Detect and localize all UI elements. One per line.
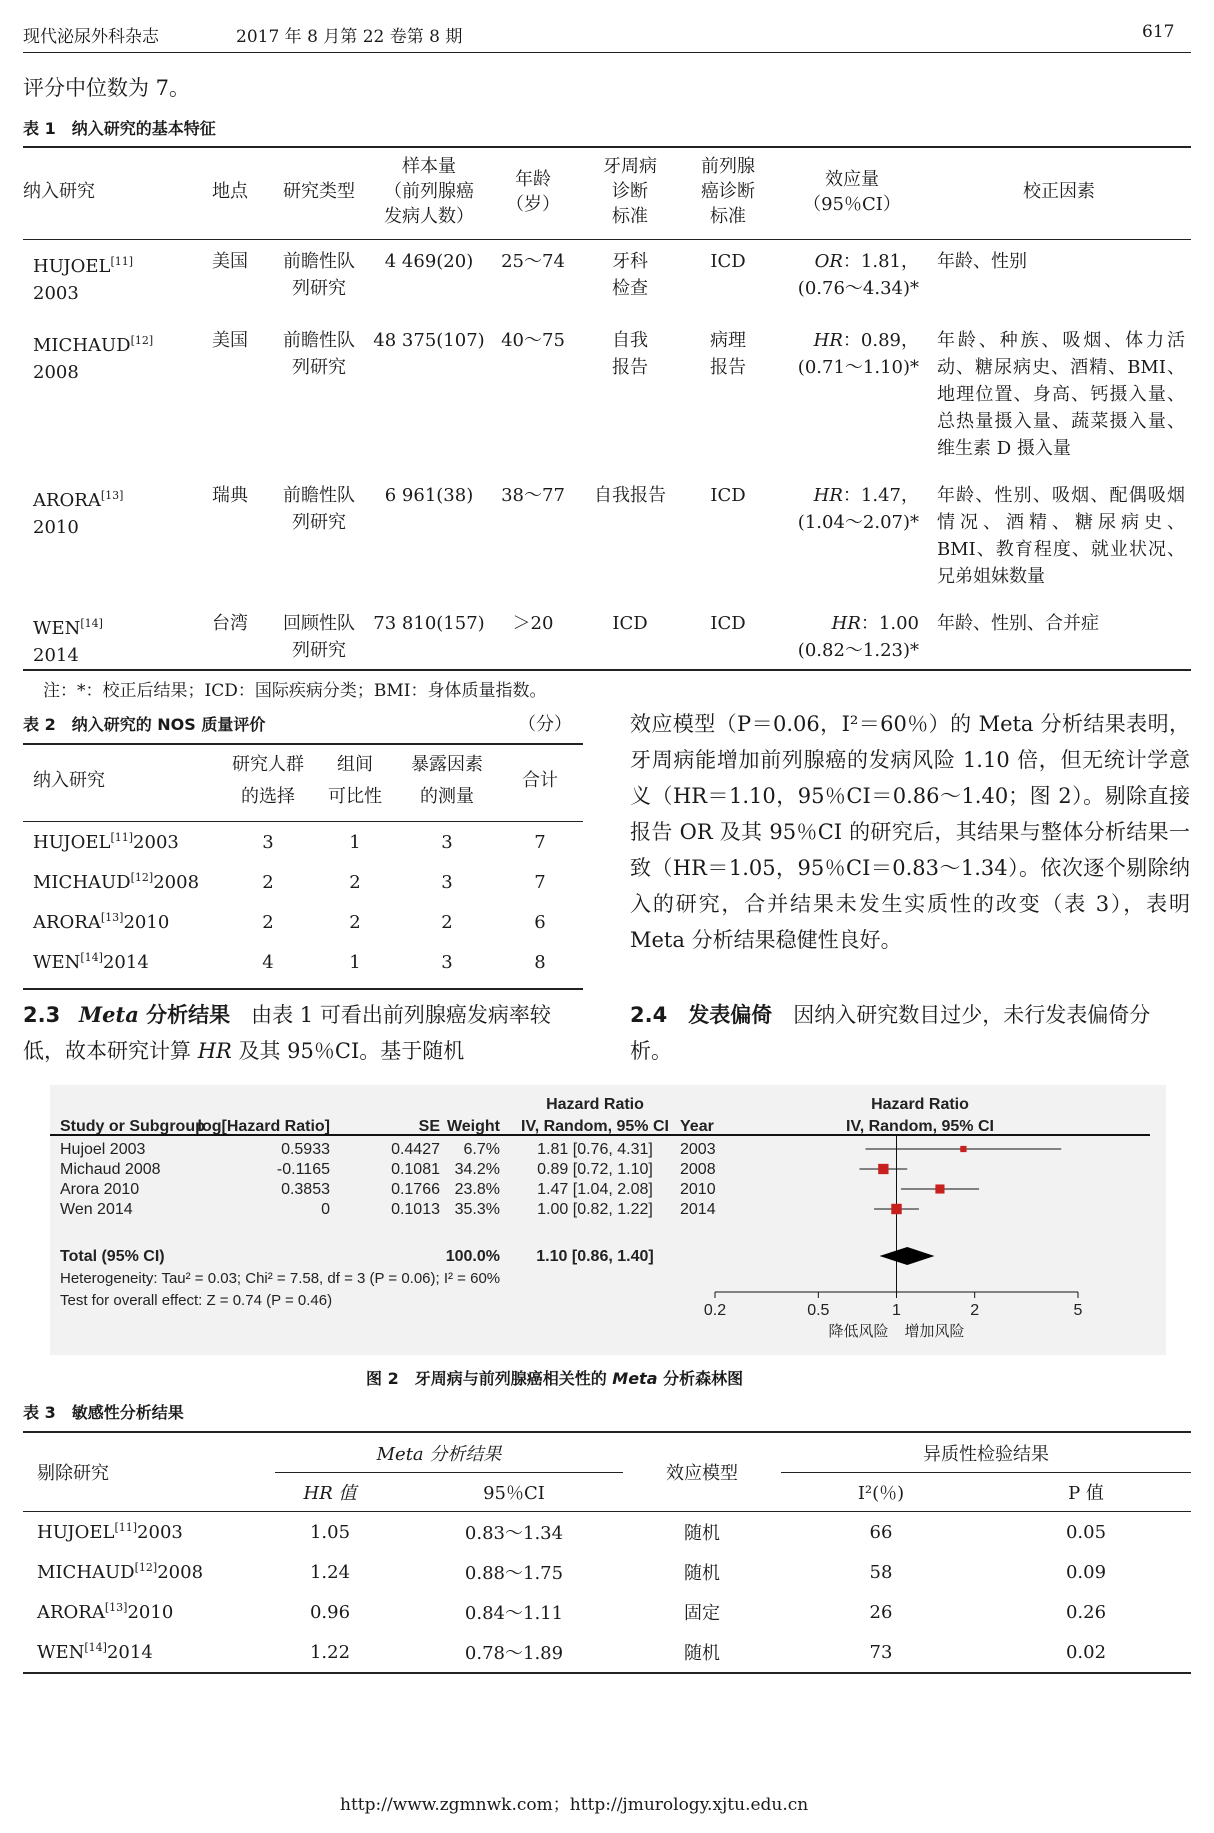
table3-study-cell-ref: [11]: [114, 1521, 138, 1534]
table2-unit: （分）: [518, 714, 572, 735]
table3-col-model: 效应模型: [623, 1433, 781, 1512]
table3-study-year: 2014: [106, 1642, 153, 1663]
forest-total-name: Total (95% CI): [60, 1248, 165, 1265]
table1-header-1: 地点: [195, 146, 265, 240]
table2-score-total: 6: [534, 911, 546, 933]
page-number: 617: [1142, 22, 1175, 42]
forest-study-loghr: 0: [321, 1201, 330, 1218]
table1-row: [23, 319, 1191, 474]
table1-effect-value: ：1.81， (0.76～4.34)*: [797, 251, 919, 299]
forest-total-ci: 1.10 [0.86, 1.40]: [536, 1248, 654, 1265]
table1-place: 瑞典: [212, 485, 248, 506]
forest-total-diamond: [879, 1247, 934, 1265]
table3-p: 0.09: [1065, 1561, 1107, 1583]
table1-place: 美国: [212, 330, 248, 351]
section-2-3-hr: HR: [197, 1039, 232, 1063]
table3-hr: 1.22: [309, 1641, 351, 1663]
forest-x-tick-label: 0.2: [703, 1302, 727, 1319]
table1-row: [23, 474, 1191, 602]
table2-score-c: 2: [441, 911, 453, 933]
table2-score-b: 2: [349, 871, 361, 893]
table2-row: [23, 862, 583, 902]
table1-place: 美国: [212, 251, 248, 272]
table1-note: 注：*：校正后结果；ICD：国际疾病分类；BMI：身体质量指数。: [43, 681, 547, 701]
table3-study-cell-study: MICHAUD: [37, 1562, 135, 1583]
forest-study-se: 0.1013: [391, 1201, 440, 1218]
table2-score-c: 3: [441, 871, 453, 893]
forest-right-header: IV, Random, 95% CI: [846, 1118, 994, 1135]
table2-score-a: 3: [262, 831, 274, 853]
table2-study-cell: [23, 902, 223, 942]
table2-row: [23, 902, 583, 942]
table3-ci: 0.88～1.75: [464, 1563, 564, 1584]
forest-col-header: Year: [680, 1118, 714, 1135]
section-2-3-number: 2.3: [23, 1003, 61, 1027]
table1-perio-criteria: 自我报告: [594, 485, 666, 506]
table1-factors: 年龄、性别、吸烟、配偶吸烟情况、酒精、糖尿病史、BMI、教育程度、就业状况、兄弟姐妹数量: [937, 485, 1185, 587]
forest-x-tick-label: 2: [970, 1302, 980, 1319]
forest-title-left: Hazard Ratio: [546, 1096, 644, 1113]
table3-group-het: [781, 1433, 1191, 1473]
table1-header-6: 前列腺 癌诊断 标准: [679, 146, 777, 240]
forest-study-loghr: 0.3853: [281, 1181, 330, 1198]
section-2-3-text-a: 由表 1 可看出前列腺癌发病率较低，故本研究计算: [23, 1003, 551, 1063]
header-rule: [23, 52, 1191, 53]
table3-model: 随机: [684, 1643, 720, 1664]
forest-study-ci: 1.00 [0.82, 1.22]: [537, 1201, 653, 1218]
table1-effect-label: HR: [813, 485, 843, 506]
table3-i2: 66: [869, 1521, 893, 1543]
table3-model: 随机: [684, 1523, 720, 1544]
table3: [23, 1433, 1191, 1672]
table2-study-cell-ref: [11]: [110, 831, 134, 844]
table3-row: [23, 1592, 1191, 1632]
table3-study-cell-study: ARORA: [37, 1602, 105, 1623]
issue-info: 2017 年 8 月第 22 卷第 8 期: [236, 27, 463, 47]
table3-group-het-label: 异质性检验结果: [923, 1444, 1049, 1465]
table1-perio-criteria: 牙科 检查: [612, 251, 648, 299]
forest-col-header: SE: [418, 1118, 440, 1135]
section-2-3: [23, 997, 583, 1069]
figure2-caption-a: 图 2 牙周病与前列腺癌相关性的: [366, 1369, 613, 1388]
table3-study-cell: [23, 1632, 255, 1672]
table1-header-8: 校正因素: [927, 146, 1191, 240]
figure2-caption: [366, 1366, 743, 1389]
forest-study-loghr: 0.5933: [281, 1141, 330, 1158]
table2-score-c: 3: [441, 951, 453, 973]
table1-pca-criteria: ICD: [710, 613, 746, 634]
figure2-caption-b: 分析森林图: [657, 1369, 744, 1388]
table1-study-cell-study: ARORA: [33, 490, 101, 511]
table1-study-cell: [23, 240, 195, 320]
forest-overall-effect: Test for overall effect: Z = 0.74 (P = 0.46): [60, 1292, 333, 1309]
table1-effect-value: ：0.89， (0.71～1.10)*: [797, 330, 919, 378]
forest-study-name: Arora 2010: [60, 1181, 140, 1198]
table1-type: 回顾性队 列研究: [283, 613, 355, 661]
table2-study-cell-study: MICHAUD: [33, 872, 131, 893]
forest-study-year: 2008: [680, 1161, 716, 1178]
table3-study-cell-study: WEN: [37, 1642, 85, 1663]
section-2-4-title: 2.4 发表偏倚: [630, 1003, 773, 1027]
table1-age: 25～74: [501, 251, 565, 272]
table3-row: [23, 1632, 1191, 1672]
forest-title-right: Hazard Ratio: [871, 1096, 969, 1113]
table3-study-year: 2010: [127, 1602, 174, 1623]
table2-score-total: 8: [534, 951, 546, 973]
table1-study-year: 2008: [33, 362, 79, 383]
table3-p: 0.05: [1065, 1521, 1107, 1543]
table1-study-cell-study: HUJOEL: [33, 256, 111, 277]
table2: [23, 743, 583, 982]
table2-row: [23, 822, 583, 863]
forest-point: [891, 1204, 901, 1214]
table3-ci: 0.78～1.89: [464, 1643, 564, 1664]
table3-hr: 1.24: [309, 1561, 351, 1583]
forest-heterogeneity: Heterogeneity: Tau² = 0.03; Chi² = 7.58, df = 3 (P = 0.06); I² = 60%: [60, 1270, 501, 1287]
forest-study-name: Michaud 2008: [60, 1161, 161, 1178]
table3-col-hr: HR 值: [255, 1473, 405, 1512]
table1-study-year: 2003: [33, 283, 79, 304]
table1-header-7: 效应量 （95％CI）: [777, 146, 927, 240]
table1-study-cell-ref: [13]: [100, 489, 124, 502]
forest-favours-left: 降低风险: [828, 1323, 889, 1340]
table1-effect-label: OR: [814, 251, 843, 272]
forest-study-weight: 34.2%: [454, 1161, 500, 1178]
table1-header-row: [23, 146, 1191, 240]
table2-study-cell-study: ARORA: [33, 912, 101, 933]
table1-sample-size: 73 810(157): [373, 613, 485, 634]
table1-factors: 年龄、性别、合并症: [937, 613, 1099, 634]
table1-study-year: 2014: [33, 645, 79, 666]
table1-factors: 年龄、性别: [937, 251, 1027, 272]
table3-row: [23, 1552, 1191, 1592]
table1-study-cell-study: WEN: [33, 618, 81, 639]
table3-col-ci: 95％CI: [405, 1473, 623, 1512]
forest-study-year: 2014: [680, 1201, 716, 1218]
table1-effect-label: HR: [831, 613, 861, 634]
table3-i2: 58: [869, 1561, 893, 1583]
table3-bottom-rule: [23, 1672, 1191, 1674]
forest-study-year: 2010: [680, 1181, 716, 1198]
table2-score-b: 1: [349, 831, 361, 853]
table2-study-cell: [23, 942, 223, 982]
forest-study-se: 0.1766: [391, 1181, 440, 1198]
section-2-4-text: 因纳入研究数目过少，未行发表偏倚分析。: [630, 1003, 1151, 1063]
forest-x-tick-label: 5: [1073, 1302, 1083, 1319]
table2-row: [23, 942, 583, 982]
table2-study-year: 2014: [102, 952, 149, 973]
table1-type: 前瞻性队 列研究: [283, 485, 355, 533]
table3-caption: 表 3 敏感性分析结果: [23, 1403, 184, 1422]
table2-score-total: 7: [534, 871, 546, 893]
table3-study-year: 2003: [137, 1522, 183, 1543]
table3-i2: 26: [869, 1601, 893, 1623]
forest-study-ci: 1.47 [1.04, 2.08]: [537, 1181, 653, 1198]
table1-study-cell: [23, 319, 195, 474]
table2-score-a: 2: [262, 871, 274, 893]
table1-sample-size: 4 469(20): [384, 251, 474, 272]
table3-study-cell-ref: [14]: [84, 1641, 107, 1654]
table3-study-cell-ref: [12]: [134, 1561, 158, 1574]
forest-study-ci: 1.81 [0.76, 4.31]: [537, 1141, 653, 1158]
table3-study-cell: [23, 1512, 255, 1553]
forest-col-header: IV, Random, 95% CI: [521, 1118, 669, 1135]
table2-study-cell-ref: [14]: [80, 951, 103, 964]
table3-group-meta-label: Meta 分析结果: [376, 1444, 502, 1465]
right-column-text: 效应模型（P＝0.06，I²＝60％）的 Meta 分析结果表明，牙周病能增加前列腺癌的发病风险 1.10 倍，但无统计学意义（HR＝1.10，95％CI＝0.86～1.40；图 2）。剔除直接报告 OR 及其 95％CI 的研究后，其结果与整体分析结果一致（HR＝1.05，95％CI＝0.83～1.34）。依次逐个剔除纳入的研究，合并结果未发生实质性的改变（表 3），表明 Meta 分析结果稳健性良好。: [630, 712, 1190, 952]
table3-study-cell: [23, 1552, 255, 1592]
forest-study-se: 0.4427: [391, 1141, 440, 1158]
table2-study-cell-study: WEN: [33, 952, 81, 973]
table1-header-4: 年龄 （岁）: [485, 146, 581, 240]
forest-study-loghr: -0.1165: [276, 1161, 330, 1178]
table1-study-cell: [23, 474, 195, 602]
table1-effect: [777, 474, 927, 602]
table2-study-year: 2003: [133, 832, 179, 853]
table3-ci: 0.83～1.34: [464, 1523, 564, 1544]
section-2-4: [630, 997, 1190, 1069]
forest-study-se: 0.1081: [391, 1161, 440, 1178]
table3-p: 0.26: [1065, 1601, 1107, 1623]
table3-group-meta: [255, 1433, 623, 1473]
table2-header-4: 合计: [497, 743, 583, 822]
table3-study-cell-ref: [13]: [104, 1601, 128, 1614]
table2-header-3: 暴露因素 的测量: [397, 743, 497, 822]
table3-study-year: 2008: [157, 1562, 204, 1583]
table3-p: 0.02: [1065, 1641, 1107, 1663]
table3-study-cell: [23, 1592, 255, 1632]
section-2-3-title-italic: Meta: [78, 1002, 139, 1027]
forest-x-tick-label: 1: [892, 1302, 901, 1319]
table1-header-2: 研究类型: [265, 146, 373, 240]
forest-point: [878, 1164, 888, 1174]
table1-header-5: 牙周病 诊断 标准: [581, 146, 679, 240]
forest-col-header: log[Hazard Ratio]: [197, 1118, 330, 1135]
table1-age: ＞20: [512, 613, 554, 634]
table3-col-i2: I²(％): [781, 1473, 981, 1512]
table2-header-0: 纳入研究: [23, 743, 223, 822]
table3-row: [23, 1512, 1191, 1553]
table2-bottom-rule: [23, 988, 583, 990]
forest-study-name: Wen 2014: [60, 1201, 133, 1218]
table3-model: 固定: [684, 1603, 720, 1624]
table3-hr: 1.05: [309, 1521, 351, 1543]
table2-study-cell: [23, 862, 223, 902]
table2-study-cell-ref: [12]: [130, 871, 154, 884]
table1-study-cell-ref: [12]: [130, 334, 154, 347]
table1-header-0: 纳入研究: [23, 146, 195, 240]
table2-study-cell-study: HUJOEL: [33, 832, 111, 853]
forest-plot: [50, 1085, 1166, 1355]
table1-caption: 表 1 纳入研究的基本特征: [23, 119, 216, 138]
table3-col-p: P 值: [981, 1473, 1191, 1512]
forest-study-weight: 23.8%: [454, 1181, 500, 1198]
table1-effect: [777, 240, 927, 320]
table2-study-year: 2010: [123, 912, 170, 933]
table2-score-c: 3: [441, 831, 453, 853]
forest-favours-right: 增加风险: [904, 1323, 965, 1340]
table1-study-year: 2010: [33, 517, 79, 538]
journal-name: 现代泌尿外科杂志: [23, 27, 159, 47]
table1-bottom-rule: [23, 669, 1191, 671]
table1-sample-size: 48 375(107): [373, 330, 485, 351]
table1-age: 40～75: [501, 330, 565, 351]
table2-header-row: [23, 743, 583, 822]
table1-pca-criteria: ICD: [710, 251, 746, 272]
table2-score-total: 7: [534, 831, 546, 853]
table3-i2: 73: [869, 1641, 893, 1663]
table1-perio-criteria: 自我 报告: [612, 330, 648, 378]
table1-type: 前瞻性队 列研究: [283, 330, 355, 378]
table1-study-cell-ref: [14]: [80, 617, 103, 630]
table1-effect-value: ：1.00 (0.82～1.23)*: [797, 613, 919, 661]
table1-factors: 年龄、种族、吸烟、体力活动、糖尿病史、酒精、BMI、地理位置、身高、钙摄入量、总热量摄入量、蔬菜摄入量、维生素 D 摄入量: [937, 330, 1185, 459]
table1-effect-label: HR: [813, 330, 843, 351]
table1-pca-criteria: 病理 报告: [710, 330, 746, 378]
table2-study-year: 2008: [153, 872, 200, 893]
table1-pca-criteria: ICD: [710, 485, 746, 506]
forest-study-weight: 6.7%: [463, 1141, 500, 1158]
table1-effect: [777, 319, 927, 474]
table1-header-3: 样本量 （前列腺癌 发病人数）: [373, 146, 485, 240]
forest-study-year: 2003: [680, 1141, 716, 1158]
table2-score-a: 2: [262, 911, 274, 933]
table3-model: 随机: [684, 1563, 720, 1584]
forest-total-weight: 100.0%: [445, 1248, 500, 1265]
table3-col-study: 剔除研究: [23, 1433, 255, 1512]
table1-sample-size: 6 961(38): [384, 485, 474, 506]
table2-caption: 表 2 纳入研究的 NOS 质量评价: [23, 715, 266, 734]
table1-study-cell-ref: [11]: [110, 255, 134, 268]
table1-type: 前瞻性队 列研究: [283, 251, 355, 299]
table1: [23, 146, 1191, 681]
table2-study-cell: [23, 822, 223, 863]
forest-x-tick-label: 0.5: [807, 1302, 830, 1319]
table1-age: 38～77: [501, 485, 565, 506]
table3-ci: 0.84～1.11: [464, 1603, 564, 1624]
forest-col-header: Study or Subgroup: [60, 1118, 205, 1135]
forest-study-name: Hujoel 2003: [60, 1141, 146, 1158]
forest-study-weight: 35.3%: [454, 1201, 500, 1218]
table2-header-1: 研究人群 的选择: [223, 743, 313, 822]
table2-score-b: 2: [349, 911, 361, 933]
table2-score-a: 4: [262, 951, 274, 973]
table2-header-2: 组间 可比性: [313, 743, 397, 822]
table1-perio-criteria: ICD: [612, 613, 648, 634]
table3-study-cell-study: HUJOEL: [37, 1522, 115, 1543]
table1-study-cell-study: MICHAUD: [33, 335, 131, 356]
table1-row: [23, 240, 1191, 320]
intro-line: 评分中位数为 7。: [23, 76, 191, 100]
footer-urls: http://www.zgmnwk.com；http://jmurology.xjtu.edu.cn: [340, 1795, 809, 1815]
forest-study-ci: 0.89 [0.72, 1.10]: [537, 1161, 653, 1178]
forest-point: [935, 1184, 944, 1193]
section-2-3-title: 分析结果: [138, 1003, 231, 1027]
table1-effect-value: ：1.47， (1.04～2.07)*: [797, 485, 919, 533]
table2-study-cell-ref: [13]: [100, 911, 124, 924]
table1-place: 台湾: [212, 613, 248, 634]
forest-point: [960, 1146, 966, 1152]
table3-hr: 0.96: [309, 1601, 351, 1623]
table2-score-b: 1: [349, 951, 361, 973]
figure2-caption-italic: Meta: [612, 1369, 658, 1388]
forest-col-header: Weight: [446, 1118, 500, 1135]
section-2-3-text-b: 及其 95％CI。基于随机: [231, 1039, 465, 1063]
